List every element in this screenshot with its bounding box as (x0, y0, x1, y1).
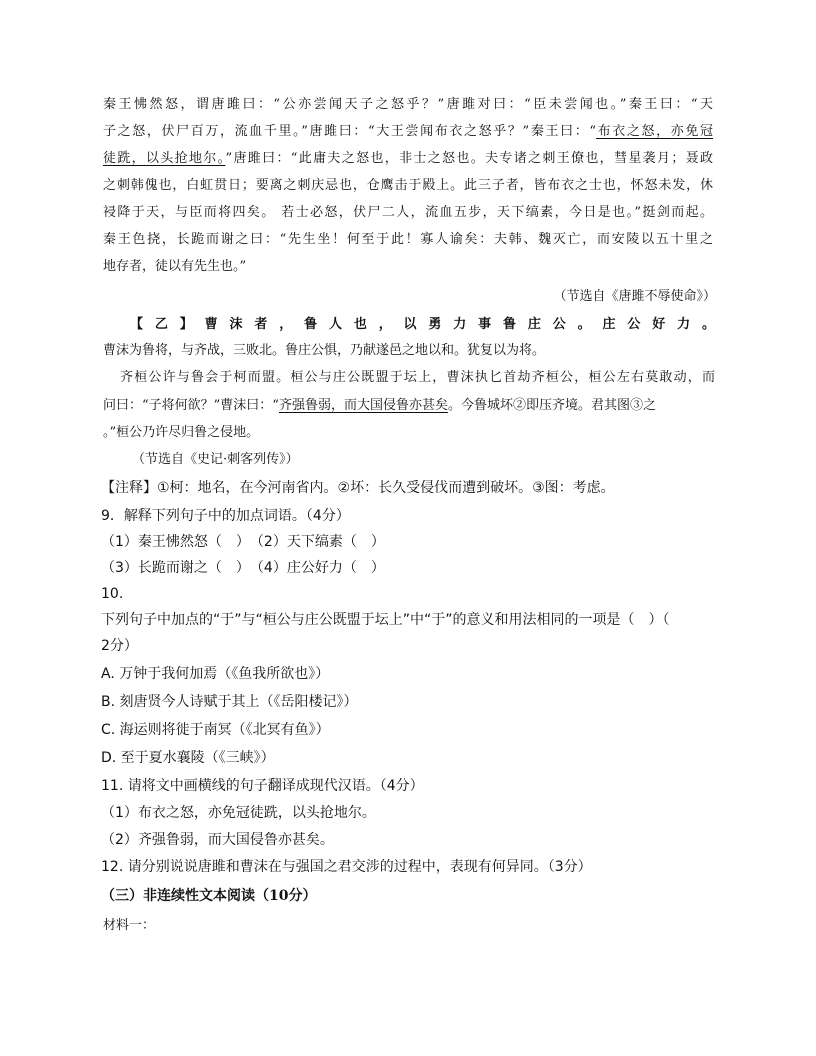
passage-jia-line-3 (103, 149, 713, 169)
passage-yi-text: 问曰：“子将何欲？”曹沫曰：“ (103, 398, 279, 413)
q10-option-a: A. 万钟于我何加焉（《鱼我所欲也》） (101, 666, 330, 682)
passage-jia-line-2 (103, 122, 713, 142)
q9-row-2: （3）长跪而谢之（ ） （4）庄公好力（ ） (101, 560, 385, 576)
section-3-title: （三）非连续性文本阅读（10分） (101, 888, 317, 904)
q10-option-b: B. 刻唐贤今人诗赋于其上（《岳阳楼记》） (101, 694, 358, 710)
passage-jia-text: 子之怒，伏尸百万，流血千里。”唐雎曰：“大王尝闻布衣之怒乎？”秦王曰：“ (103, 124, 596, 139)
q10-stem: 下列句子中加点的“于”与“桓公与庄公既盟于坛上”中“于”的意义和用法相同的一项是（ ）（ (101, 612, 670, 628)
q10-option-d: D. 至于夏水襄陵（《三峡》） (101, 750, 275, 766)
passage-jia-line-6: 秦王色挠，长跪而谢之曰：“先生坐！何至于此！寡人谕矣：夫韩、魏灭亡，而安陵以五十里之 (103, 232, 713, 247)
underlined-sentence-2: 齐强鲁弱，而大国侵鲁亦甚矣 (278, 398, 448, 413)
q11-sentence-1: （1）布衣之怒，亦免冠徒跣，以头抢地尔。 (101, 805, 376, 821)
q9-row-1: （1）秦王怫然怒（ ） （2）天下缟素（ ） (101, 534, 385, 550)
passage-yi-line-3: 齐桓公许与鲁会于柯而盟。桓公与庄公既盟于坛上，曹沫执匕首劫齐桓公，桓公左右莫敢动，而 (120, 370, 715, 385)
q11-sentence-2: （2）齐强鲁弱，而大国侵鲁亦甚矣。 (101, 832, 334, 848)
q10-number: 10. (101, 586, 124, 602)
q9-stem: 9．解释下列句子中的加点词语。（4分） (101, 508, 350, 524)
passage-yi-line-5: 。”桓公乃许尽归鲁之侵地。 (103, 425, 260, 440)
passage-jia-line-4: 之刺韩傀也，白虹贯日；要离之刺庆忌也，仓鹰击于殿上。此三子者，皆布衣之士也，怀怒未发，休 (103, 178, 713, 193)
passage-jia-line-7: 地存者，徒以有先生也。” (103, 259, 247, 274)
passage-yi-source: （节选自《史记·刺客列传》） (132, 452, 299, 467)
q12-stem: 12. 请分别说说唐雎和曹沫在与强国之君交涉的过程中，表现有何异同。（3分） (101, 859, 592, 875)
passage-yi-line-4 (103, 396, 656, 416)
passage-jia-text: ”唐雎曰：“此庸夫之怒也，非士之怒也。夫专诸之刺王僚也，彗星袭月；聂政 (225, 151, 713, 166)
passage-jia-line-5: 祲降于天，与臣而将四矣。 若士必怒，伏尸二人，流血五步，天下缟素，今日是也。”挺剑而起。 (103, 205, 713, 220)
underlined-sentence-1b: 徒跣，以头抢地尔。 (103, 151, 226, 166)
passage-yi-text: 。今鲁城坏②即压齐境。君其图③之 (447, 398, 656, 413)
q11-stem: 11. 请将文中画横线的句子翻译成现代汉语。（4分） (101, 778, 424, 794)
passage-yi-line-2: 曹沫为鲁将，与齐战，三败北。鲁庄公惧，乃献遂邑之地以和。犹复以为将。 (103, 343, 546, 358)
material-1-label: 材料一： (103, 918, 156, 933)
notes: 【注释】①柯：地名，在今河南省内。②坏：长久受侵伐而遭到破坏。③图：考虑。 (101, 480, 615, 496)
passage-jia-source: （节选自《唐雎不辱使命》） (553, 289, 716, 304)
underlined-sentence-1a: 布衣之怒，亦免冠 (595, 124, 713, 139)
passage-yi-line-1: 【 乙 】 曹 沫 者 ， 鲁 人 也 ， 以 勇 力 事 鲁 庄 公 。 庄 公 好 力 。 (130, 317, 715, 332)
q10-option-c: C. 海运则将徙于南冥（《北冥有鱼》） (101, 722, 330, 738)
passage-jia-line-1: 秦王怫然怒，谓唐雎曰：“公亦尝闻天子之怒乎？”唐雎对曰：“臣未尝闻也。”秦王曰：“天 (103, 97, 713, 112)
q10-stem-cont: 2分） (101, 638, 138, 654)
